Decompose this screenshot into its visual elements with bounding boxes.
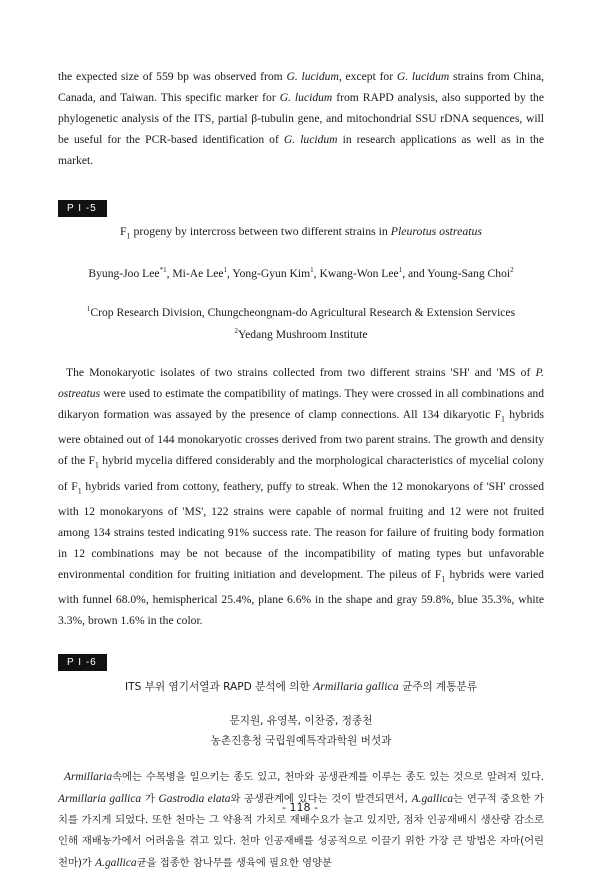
author-sup: 1 (398, 266, 403, 275)
text-run: the expected size of 559 bp was observed from (58, 70, 287, 83)
title-text: 균주의 계통분류 (398, 681, 477, 694)
author-block (58, 711, 544, 751)
species-name: A.gallica (95, 856, 137, 869)
author-sup: *1 (159, 266, 167, 275)
text-run: The Monokaryotic isolates of two strains collected from two different strains 'SH' and 'MS of (66, 365, 536, 379)
species-name: G. lucidum (279, 91, 333, 104)
text-run: strains from China, Canada, and Taiwan. This specific marker for (58, 70, 545, 104)
author: Byung-Joo Lee (88, 267, 160, 281)
subscript: 1 (126, 231, 131, 241)
text-run: in research applications as well as in the market. (58, 133, 544, 167)
author: , Yong-Gyun Kim (227, 267, 311, 281)
author: , and Young-Sang Choi (402, 267, 511, 281)
document-page (58, 66, 544, 874)
affiliation-2 (58, 322, 544, 344)
title-text: progeny by intercross between two different strains in (130, 224, 391, 238)
species-name: Armillaria gallica (313, 679, 399, 694)
species-name: Pleurotus ostreatus (390, 224, 482, 238)
author-list: 문지원, 유영복, 이찬중, 정종천 (229, 715, 373, 728)
author: , Kwang-Won Lee (313, 267, 399, 281)
subscript: 1 (94, 460, 99, 470)
abstract-tag: P I -5 (58, 200, 107, 217)
affiliation-sup: 2 (234, 327, 238, 336)
affiliation-sup: 1 (86, 305, 91, 314)
text-run: 속에는 수목병을 일으키는 종도 있고, 천마와 공생관계를 이루는 종도 있는 것으로 알려져 있다. (112, 771, 544, 784)
abstract-title (58, 222, 544, 245)
text-run: hybrids were obtained out of 144 monokaryotic crosses derived from two parent strains. The growth and density of the F (58, 407, 544, 468)
text-run: 가 (141, 792, 159, 805)
text-run: , except for (338, 70, 397, 83)
species-name: Armillaria gallica (58, 792, 142, 805)
abstract-2 (58, 652, 544, 874)
species-name: Gastrodia elata (158, 792, 231, 805)
subscript: 1 (501, 414, 506, 424)
text-run: 는 연구적 중요한 가치를 가지게 되었다. 또한 천마는 그 약용적 가치로 재배수요가 늘고 있지만, 점차 인공재배시 생산량 감소로 인해 재배농가에서 어려움을 겪고 있다. 천마 인공재배를 성공적으로 이끌기 위한 가장 큰 방법은 자마(어린 천마)가 (58, 792, 544, 869)
author-sup: 1 (310, 266, 314, 275)
text-run: hybrids varied from cottony, feathery, puffy to streak. When the 12 monokaryons of 'SH' crossed with 12 monokaryons of 'MS', 122 strains were capable of normal fruiting and 12 were not fruited among 134 strains tested indicating 91% success rate. The reason for failure of fruiting body formation in 12 combinations may be not because of the incompatibility of mating types but unfavorable environmental condition for fruiting initiation and development. The pileus of F (58, 479, 544, 581)
species-name: G. lucidum (283, 133, 338, 146)
abstract-body (58, 362, 544, 631)
abstract-tag: P I -6 (58, 654, 107, 671)
title-text: ITS 부위 염기서열과 RAPD 분석에 의한 (125, 681, 314, 694)
intro-paragraph (58, 66, 544, 171)
affiliation-text: Yedang Mushroom Institute (237, 327, 368, 341)
abstract-title (58, 677, 544, 696)
text-run: hybrids were varied with funnel 68.0%, hemispherical 25.4%, plane 6.6% in the shape and gray 59.8%, blue 35.3%, white 3.3%, brown 1.6% in the color. (58, 567, 544, 628)
subscript: 1 (441, 574, 446, 584)
text-run: from RAPD analysis, also supported by the phylogenetic analysis of the ITS, partial β-tubulin gene, and mitochondrial SSU rDNA sequences, will be useful for the PCR-based identification of (58, 91, 544, 146)
species-name: G. lucidum (286, 70, 339, 83)
species-name: A.gallica (411, 792, 454, 805)
affiliation-1 (58, 300, 544, 322)
affiliation-text: Crop Research Division, Chungcheongnam-do Agricultural Research & Extension Services (90, 306, 516, 320)
author-sup: 2 (510, 266, 514, 275)
author-sup: 1 (223, 266, 228, 275)
text-run: 와 공생관계에 있다는 것이 발견되면서, (230, 792, 412, 805)
species-name: P. ostreatus (58, 365, 544, 400)
text-run: 균을 접종한 참나무를 생육에 필요한 영양분 (136, 856, 333, 869)
abstract-1 (58, 198, 544, 631)
abstract-body (58, 767, 544, 874)
author-list (58, 261, 544, 283)
page-number: - 118 - (282, 801, 318, 814)
author: , Mi-Ae Lee (166, 267, 224, 281)
affiliation: 농촌진흥청 국립원예특작과학원 버섯과 (210, 735, 392, 748)
species-name: Armillaria (64, 771, 113, 784)
text-run: hybrid mycelia differed considerably and the morphological characteristics of mycelial colony of F (58, 454, 544, 493)
title-text: F (119, 224, 127, 238)
species-name: G. lucidum (396, 70, 450, 83)
subscript: 1 (77, 485, 82, 495)
text-run: were used to estimate the compatibility of matings. They were crossed in all combinations and dikaryon formation was assayed by the presence of clamp connections. All 134 dikaryotic F (58, 386, 544, 421)
affiliations (58, 300, 544, 344)
